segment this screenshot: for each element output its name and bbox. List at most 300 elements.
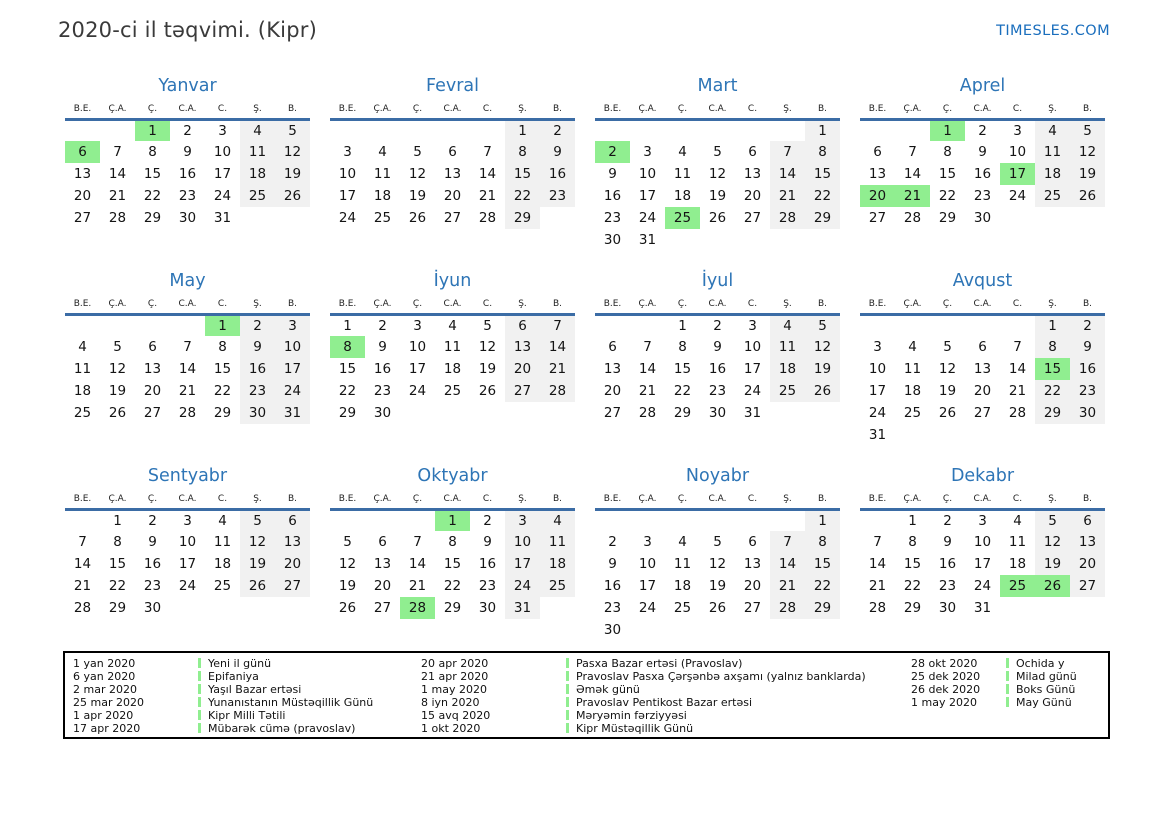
day-cell: 31 bbox=[213, 210, 232, 226]
day-cell bbox=[170, 314, 205, 336]
weekday-header: Ş. bbox=[253, 493, 262, 504]
day-cell: 8 bbox=[148, 144, 157, 160]
day-cell: 4 bbox=[678, 144, 687, 160]
day-cell: 28 bbox=[770, 597, 805, 619]
day-cell: 1 bbox=[205, 314, 240, 336]
legend-names-column bbox=[1006, 658, 1108, 710]
legend-date: 1 may 2020 bbox=[911, 695, 977, 709]
day-cell: 1 bbox=[343, 317, 352, 334]
day-cell: 28 bbox=[478, 210, 497, 226]
day-cell: 15 bbox=[443, 556, 462, 572]
day-cell: 26 bbox=[805, 380, 840, 402]
day-cell bbox=[205, 597, 240, 619]
day-cell bbox=[895, 119, 930, 141]
holiday-marker-icon bbox=[566, 697, 569, 707]
day-cell: 6 bbox=[873, 144, 882, 160]
weekday-header: B. bbox=[287, 298, 298, 309]
day-cell bbox=[330, 509, 365, 531]
day-cell: 2 bbox=[378, 317, 387, 334]
weekday-header: Ş. bbox=[253, 298, 262, 309]
day-cell: 27 bbox=[275, 575, 310, 597]
day-cell: 19 bbox=[478, 361, 497, 377]
day-cell bbox=[595, 119, 630, 141]
day-cell: 29 bbox=[443, 600, 462, 616]
day-cell: 3 bbox=[343, 144, 352, 160]
holiday-marker-icon bbox=[566, 710, 569, 720]
day-cell: 3 bbox=[978, 512, 987, 529]
day-cell: 12 bbox=[1070, 141, 1105, 163]
day-cell bbox=[595, 314, 630, 336]
day-cell: 13 bbox=[1070, 531, 1105, 553]
weekday-header: Ç.A. bbox=[638, 298, 657, 309]
day-cell: 14 bbox=[178, 361, 197, 377]
weekday-header: C. bbox=[747, 493, 758, 504]
day-cell: 6 bbox=[1070, 509, 1105, 531]
day-cell: 13 bbox=[275, 531, 310, 553]
day-cell: 20 bbox=[973, 383, 992, 399]
day-cell: 7 bbox=[873, 534, 882, 550]
day-cell: 5 bbox=[713, 534, 722, 550]
day-cell: 31 bbox=[505, 597, 540, 619]
month-table bbox=[65, 491, 310, 619]
legend-holiday-name: Yunanıstanın Müstəqillik Günü bbox=[198, 697, 421, 710]
day-cell: 28 bbox=[178, 405, 197, 421]
day-cell bbox=[770, 619, 805, 641]
day-cell: 19 bbox=[1035, 553, 1070, 575]
legend-holiday-name: Pasxa Bazar ertəsi (Pravoslav) bbox=[566, 658, 911, 671]
month-fevral bbox=[330, 74, 575, 269]
day-cell bbox=[435, 402, 470, 424]
day-cell: 20 bbox=[860, 185, 895, 207]
weekday-header: Ş. bbox=[253, 103, 262, 114]
day-cell: 18 bbox=[1008, 556, 1027, 572]
day-cell: 16 bbox=[478, 556, 497, 572]
day-cell: 29 bbox=[338, 405, 357, 421]
day-cell: 24 bbox=[213, 188, 232, 204]
day-cell bbox=[665, 229, 700, 251]
day-cell: 14 bbox=[770, 553, 805, 575]
day-cell: 19 bbox=[805, 358, 840, 380]
day-cell: 19 bbox=[338, 578, 357, 594]
day-cell: 19 bbox=[708, 188, 727, 204]
day-cell: 11 bbox=[73, 361, 92, 377]
weekday-header: Ç.A. bbox=[373, 298, 392, 309]
day-cell: 12 bbox=[805, 336, 840, 358]
day-cell: 2 bbox=[595, 141, 630, 163]
day-cell: 20 bbox=[505, 358, 540, 380]
legend-holiday-name: Yeni il günü bbox=[198, 658, 421, 671]
day-cell: 18 bbox=[1035, 163, 1070, 185]
weekday-header: C.A. bbox=[708, 298, 727, 309]
day-cell: 13 bbox=[505, 336, 540, 358]
day-cell bbox=[65, 509, 100, 531]
day-cell: 2 bbox=[148, 512, 157, 529]
day-cell bbox=[805, 229, 840, 251]
day-cell: 4 bbox=[78, 339, 87, 355]
day-cell: 6 bbox=[505, 314, 540, 336]
site-link[interactable]: TIMESLES.COM bbox=[996, 23, 1110, 39]
day-cell bbox=[735, 119, 770, 141]
day-cell: 21 bbox=[408, 578, 427, 594]
day-cell: 29 bbox=[805, 597, 840, 619]
day-cell: 24 bbox=[178, 578, 197, 594]
day-cell: 12 bbox=[338, 556, 357, 572]
day-cell: 14 bbox=[638, 361, 657, 377]
month-title: Yanvar bbox=[158, 76, 217, 96]
day-cell: 23 bbox=[603, 210, 622, 226]
day-cell: 16 bbox=[938, 556, 957, 572]
day-cell: 17 bbox=[973, 556, 992, 572]
day-cell: 15 bbox=[143, 166, 162, 182]
day-cell: 30 bbox=[478, 600, 497, 616]
day-cell: 15 bbox=[1035, 358, 1070, 380]
weekday-header: B.E. bbox=[603, 103, 622, 114]
day-cell bbox=[1070, 597, 1105, 619]
holiday-marker-icon bbox=[566, 723, 569, 733]
legend-dates-column bbox=[421, 658, 566, 735]
day-cell: 23 bbox=[240, 380, 275, 402]
day-cell: 14 bbox=[540, 336, 575, 358]
month-title: Aprel bbox=[959, 76, 1006, 96]
legend-date: 1 yan 2020 bbox=[73, 657, 136, 670]
day-cell: 4 bbox=[218, 512, 227, 529]
day-cell: 6 bbox=[748, 144, 757, 160]
day-cell: 7 bbox=[413, 534, 422, 550]
day-cell bbox=[630, 119, 665, 141]
day-cell: 1 bbox=[135, 119, 170, 141]
day-cell: 29 bbox=[938, 210, 957, 226]
legend-holiday-name: Pravoslav Pentikost Bazar ertəsi bbox=[566, 697, 911, 710]
day-cell bbox=[540, 402, 575, 424]
day-cell bbox=[595, 509, 630, 531]
day-cell: 7 bbox=[78, 534, 87, 550]
day-cell: 4 bbox=[1035, 119, 1070, 141]
weekday-header: Ç. bbox=[147, 493, 158, 504]
month-sentyabr bbox=[65, 464, 310, 659]
day-cell: 30 bbox=[1070, 402, 1105, 424]
weekday-header: B.E. bbox=[73, 103, 92, 114]
month-title: Dekabr bbox=[950, 466, 1015, 486]
legend-holiday-name: Əmək günü bbox=[566, 684, 911, 697]
month-table bbox=[330, 101, 575, 229]
day-cell: 24 bbox=[1008, 188, 1027, 204]
weekday-header: B. bbox=[552, 298, 563, 309]
day-cell: 27 bbox=[73, 210, 92, 226]
day-cell: 21 bbox=[895, 185, 930, 207]
day-cell: 23 bbox=[603, 600, 622, 616]
month-table bbox=[595, 296, 840, 424]
day-cell: 31 bbox=[275, 402, 310, 424]
day-cell: 22 bbox=[338, 383, 357, 399]
day-cell bbox=[65, 119, 100, 141]
day-cell: 3 bbox=[413, 317, 422, 334]
day-cell: 18 bbox=[673, 578, 692, 594]
month-table bbox=[860, 101, 1105, 229]
day-cell: 25 bbox=[1000, 575, 1035, 597]
weekday-header: Ç.A. bbox=[108, 298, 127, 309]
weekday-header: Ş. bbox=[1048, 103, 1057, 114]
day-cell: 25 bbox=[240, 185, 275, 207]
day-cell bbox=[1035, 207, 1070, 229]
day-cell: 9 bbox=[1070, 336, 1105, 358]
day-cell: 26 bbox=[478, 383, 497, 399]
day-cell bbox=[1070, 207, 1105, 229]
weekday-header: B.E. bbox=[73, 493, 92, 504]
day-cell: 31 bbox=[638, 232, 657, 248]
weekday-header: Ç. bbox=[677, 298, 688, 309]
month-dekabr bbox=[860, 464, 1105, 659]
weekday-header: B.E. bbox=[338, 103, 357, 114]
day-cell: 20 bbox=[743, 188, 762, 204]
day-cell: 19 bbox=[108, 383, 127, 399]
day-cell: 22 bbox=[805, 575, 840, 597]
day-cell: 29 bbox=[673, 405, 692, 421]
day-cell: 5 bbox=[413, 144, 422, 160]
day-cell: 25 bbox=[903, 405, 922, 421]
legend-date: 6 yan 2020 bbox=[73, 669, 136, 683]
day-cell: 16 bbox=[240, 358, 275, 380]
month-table bbox=[860, 491, 1105, 619]
weekday-header: Ş. bbox=[783, 103, 792, 114]
day-cell: 15 bbox=[805, 553, 840, 575]
day-cell: 14 bbox=[770, 163, 805, 185]
day-cell: 12 bbox=[108, 361, 127, 377]
holiday-marker-icon bbox=[566, 658, 569, 668]
day-cell: 30 bbox=[603, 622, 622, 638]
day-cell: 9 bbox=[183, 144, 192, 160]
day-cell: 9 bbox=[943, 534, 952, 550]
day-cell: 29 bbox=[108, 600, 127, 616]
day-cell: 31 bbox=[973, 600, 992, 616]
day-cell bbox=[770, 229, 805, 251]
day-cell: 16 bbox=[1070, 358, 1105, 380]
day-cell: 5 bbox=[805, 314, 840, 336]
legend-date: 1 may 2020 bbox=[421, 682, 487, 696]
weekday-header: Ş. bbox=[1048, 493, 1057, 504]
day-cell: 9 bbox=[240, 336, 275, 358]
holiday-marker-icon bbox=[1006, 658, 1009, 668]
holiday-marker-icon bbox=[566, 684, 569, 694]
weekday-header: Ç. bbox=[412, 103, 423, 114]
weekday-header: B. bbox=[1082, 103, 1093, 114]
day-cell: 19 bbox=[240, 553, 275, 575]
day-cell: 21 bbox=[540, 358, 575, 380]
day-cell: 10 bbox=[408, 339, 427, 355]
day-cell: 18 bbox=[373, 188, 392, 204]
weekday-header: Ş. bbox=[783, 298, 792, 309]
day-cell: 19 bbox=[938, 383, 957, 399]
day-cell: 15 bbox=[673, 361, 692, 377]
holiday-marker-icon bbox=[198, 697, 201, 707]
weekday-header: Ç. bbox=[677, 493, 688, 504]
day-cell: 2 bbox=[483, 512, 492, 529]
day-cell: 14 bbox=[1008, 361, 1027, 377]
day-cell: 19 bbox=[408, 188, 427, 204]
day-cell: 1 bbox=[113, 512, 122, 529]
weekday-header: B. bbox=[1082, 298, 1093, 309]
weekday-header: Ş. bbox=[783, 493, 792, 504]
day-cell bbox=[630, 619, 665, 641]
day-cell: 13 bbox=[143, 361, 162, 377]
day-cell: 26 bbox=[708, 600, 727, 616]
weekday-header: Ç. bbox=[147, 103, 158, 114]
day-cell: 3 bbox=[218, 122, 227, 139]
day-cell: 6 bbox=[608, 339, 617, 355]
day-cell bbox=[1000, 424, 1035, 446]
day-cell bbox=[505, 402, 540, 424]
day-cell: 4 bbox=[378, 144, 387, 160]
day-cell: 30 bbox=[178, 210, 197, 226]
weekday-header: C. bbox=[482, 103, 493, 114]
day-cell: 20 bbox=[275, 553, 310, 575]
day-cell: 20 bbox=[143, 383, 162, 399]
weekday-header: C.A. bbox=[973, 298, 992, 309]
month-avqust bbox=[860, 269, 1105, 464]
day-cell bbox=[1000, 314, 1035, 336]
day-cell bbox=[1070, 424, 1105, 446]
day-cell bbox=[700, 619, 735, 641]
day-cell: 17 bbox=[275, 358, 310, 380]
day-cell: 28 bbox=[1008, 405, 1027, 421]
day-cell: 13 bbox=[73, 166, 92, 182]
day-cell: 24 bbox=[973, 578, 992, 594]
weekday-header: C.A. bbox=[443, 298, 462, 309]
month-table bbox=[330, 491, 575, 619]
day-cell bbox=[630, 509, 665, 531]
legend-date: 20 apr 2020 bbox=[421, 657, 489, 670]
day-cell: 10 bbox=[1008, 144, 1027, 160]
day-cell: 22 bbox=[805, 185, 840, 207]
day-cell: 11 bbox=[373, 166, 392, 182]
legend-date: 28 okt 2020 bbox=[911, 657, 978, 670]
day-cell: 30 bbox=[240, 402, 275, 424]
day-cell: 16 bbox=[178, 166, 197, 182]
day-cell: 19 bbox=[1070, 163, 1105, 185]
day-cell: 28 bbox=[868, 600, 887, 616]
holiday-marker-icon bbox=[1006, 684, 1009, 694]
day-cell: 12 bbox=[708, 166, 727, 182]
weekday-header: C.A. bbox=[708, 493, 727, 504]
legend-holiday-name: Kipr Milli Tətili bbox=[198, 710, 421, 723]
holiday-marker-icon bbox=[198, 658, 201, 668]
legend-dates-column bbox=[73, 658, 198, 735]
day-cell: 25 bbox=[540, 575, 575, 597]
day-cell: 2 bbox=[608, 534, 617, 550]
legend-date: 25 mar 2020 bbox=[73, 695, 144, 709]
day-cell: 16 bbox=[540, 163, 575, 185]
weekday-header: B. bbox=[287, 103, 298, 114]
day-cell bbox=[735, 229, 770, 251]
day-cell: 22 bbox=[108, 578, 127, 594]
weekday-header: Ç. bbox=[942, 493, 953, 504]
day-cell: 9 bbox=[608, 166, 617, 182]
month-table bbox=[65, 296, 310, 424]
weekday-header: C.A. bbox=[973, 493, 992, 504]
day-cell: 19 bbox=[275, 163, 310, 185]
month-title: Sentyabr bbox=[147, 466, 228, 486]
day-cell: 29 bbox=[505, 207, 540, 229]
day-cell: 26 bbox=[938, 405, 957, 421]
legend-date: 21 apr 2020 bbox=[421, 669, 489, 683]
weekday-header: Ş. bbox=[518, 493, 527, 504]
day-cell: 4 bbox=[908, 339, 917, 355]
day-cell: 12 bbox=[275, 141, 310, 163]
day-cell: 13 bbox=[743, 556, 762, 572]
day-cell: 27 bbox=[443, 210, 462, 226]
day-cell bbox=[240, 597, 275, 619]
day-cell: 10 bbox=[743, 339, 762, 355]
day-cell: 30 bbox=[973, 210, 992, 226]
day-cell: 16 bbox=[603, 188, 622, 204]
day-cell: 6 bbox=[148, 339, 157, 355]
weekday-header: C. bbox=[1012, 298, 1023, 309]
day-cell: 23 bbox=[540, 185, 575, 207]
holiday-marker-icon bbox=[198, 723, 201, 733]
weekday-header: C.A. bbox=[178, 298, 197, 309]
day-cell bbox=[965, 424, 1000, 446]
day-cell: 20 bbox=[73, 188, 92, 204]
day-cell: 1 bbox=[505, 119, 540, 141]
day-cell bbox=[100, 119, 135, 141]
day-cell: 7 bbox=[908, 144, 917, 160]
day-cell: 25 bbox=[673, 600, 692, 616]
weekday-header: Ç. bbox=[412, 493, 423, 504]
day-cell: 22 bbox=[903, 578, 922, 594]
day-cell: 11 bbox=[213, 534, 232, 550]
day-cell: 16 bbox=[973, 166, 992, 182]
day-cell: 10 bbox=[505, 531, 540, 553]
day-cell bbox=[470, 402, 505, 424]
weekday-header: Ç.A. bbox=[373, 103, 392, 114]
day-cell: 11 bbox=[540, 531, 575, 553]
day-cell: 27 bbox=[373, 600, 392, 616]
day-cell: 24 bbox=[275, 380, 310, 402]
weekday-header: C.A. bbox=[708, 103, 727, 114]
day-cell: 27 bbox=[143, 405, 162, 421]
day-cell: 17 bbox=[338, 188, 357, 204]
month-title: Noyabr bbox=[685, 466, 750, 486]
day-cell: 28 bbox=[770, 207, 805, 229]
weekday-header: C.A. bbox=[178, 103, 197, 114]
day-cell: 3 bbox=[275, 314, 310, 336]
day-cell bbox=[400, 402, 435, 424]
month-oktyabr bbox=[330, 464, 575, 659]
day-cell bbox=[965, 314, 1000, 336]
day-cell: 14 bbox=[408, 556, 427, 572]
day-cell: 14 bbox=[903, 166, 922, 182]
day-cell: 2 bbox=[978, 122, 987, 139]
month-i̇yul bbox=[595, 269, 840, 464]
day-cell: 21 bbox=[108, 188, 127, 204]
weekday-header: B. bbox=[817, 298, 828, 309]
holiday-marker-icon bbox=[198, 684, 201, 694]
day-cell: 15 bbox=[805, 163, 840, 185]
day-cell: 23 bbox=[973, 188, 992, 204]
day-cell: 20 bbox=[603, 383, 622, 399]
day-cell bbox=[1035, 597, 1070, 619]
weekday-header: C.A. bbox=[443, 103, 462, 114]
weekday-header: Ç. bbox=[412, 298, 423, 309]
day-cell: 5 bbox=[240, 509, 275, 531]
day-cell: 1 bbox=[930, 119, 965, 141]
day-cell: 3 bbox=[505, 509, 540, 531]
day-cell bbox=[665, 509, 700, 531]
day-cell: 13 bbox=[373, 556, 392, 572]
day-cell: 28 bbox=[108, 210, 127, 226]
day-cell: 17 bbox=[213, 166, 232, 182]
day-cell: 6 bbox=[448, 144, 457, 160]
day-cell: 21 bbox=[1008, 383, 1027, 399]
